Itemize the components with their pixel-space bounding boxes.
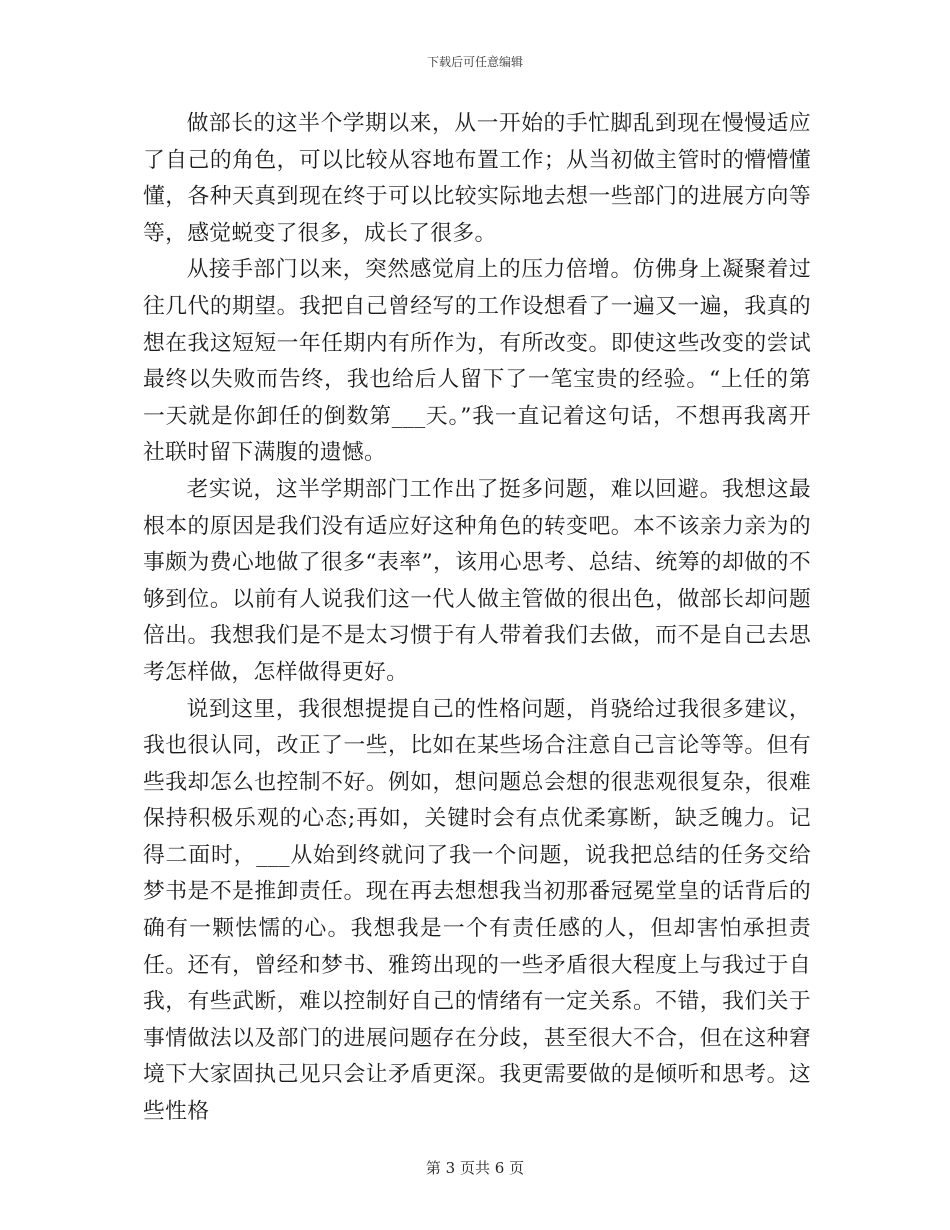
- document-body: [143, 106, 811, 1131]
- page-number-footer: 第 3 页共 6 页: [425, 1159, 525, 1177]
- paragraph: 做部长的这半个学期以来，从一开始的手忙脚乱到现在慢慢适应了自己的角色，可以比较从容地布置工作；从当初做主管时的懵懵懂懂，各种天真到现在终于可以比较实际地去想一些部门的进展方向等等，感觉蜕变了很多，成长了很多。: [143, 111, 811, 246]
- paragraph: 从接手部门以来，突然感觉肩上的压力倍增。仿佛身上凝聚着过往几代的期望。我把自己曾经写的工作设想看了一遍又一遍，我真的想在我这短短一年任期内有所作为，有所改变。即使这些改变的尝试最终以失败而告终，我也给后人留下了一笔宝贵的经验。“上任的第一天就是你卸任的倒数第___天。”我一直记着这句话，不想再我离开社联时留下满腹的遗憾。: [143, 257, 811, 466]
- page-header: 下载后可任意编辑: [426, 55, 523, 69]
- paragraph: 老实说，这半学期部门工作出了挺多问题，难以回避。我想这最根本的原因是我们没有适应好这种角色的转变吧。本不该亲力亲为的事颇为费心地做了很多“表率”，该用心思考、总结、统筹的却做的不够到位。以前有人说我们这一代人做主管做的很出色，做部长却问题倍出。我想我们是不是太习惯于有人带着我们去做，而不是自己去思考怎样做，怎样做得更好。: [143, 476, 811, 685]
- paragraph: 说到这里，我很想提提自己的性格问题，肖骁给过我很多建议，我也很认同，改正了一些，比如在某些场合注意自己言论等等。但有些我却怎么也控制不好。例如，想问题总会想的很悲观很复杂，很难保持积极乐观的心态;再如，关键时会有点优柔寡断，缺乏魄力。记得二面时，___从始到终就问了我一个问题，说我把总结的任务交给梦书是不是推卸责任。现在再去想想我当初那番冠冕堂皇的话背后的确有一颗怯懦的心。我想我是一个有责任感的人，但却害怕承担责任。还有，曾经和梦书、雅筠出现的一些矛盾很大程度上与我过于自我，有些武断，难以控制好自己的情绪有一定关系。不错，我们关于事情做法以及部门的进展问题存在分歧，甚至很大不合，但在这种窘境下大家固执己见只会让矛盾更深。我更需要做的是倾听和思考。这些性格: [143, 696, 811, 1125]
